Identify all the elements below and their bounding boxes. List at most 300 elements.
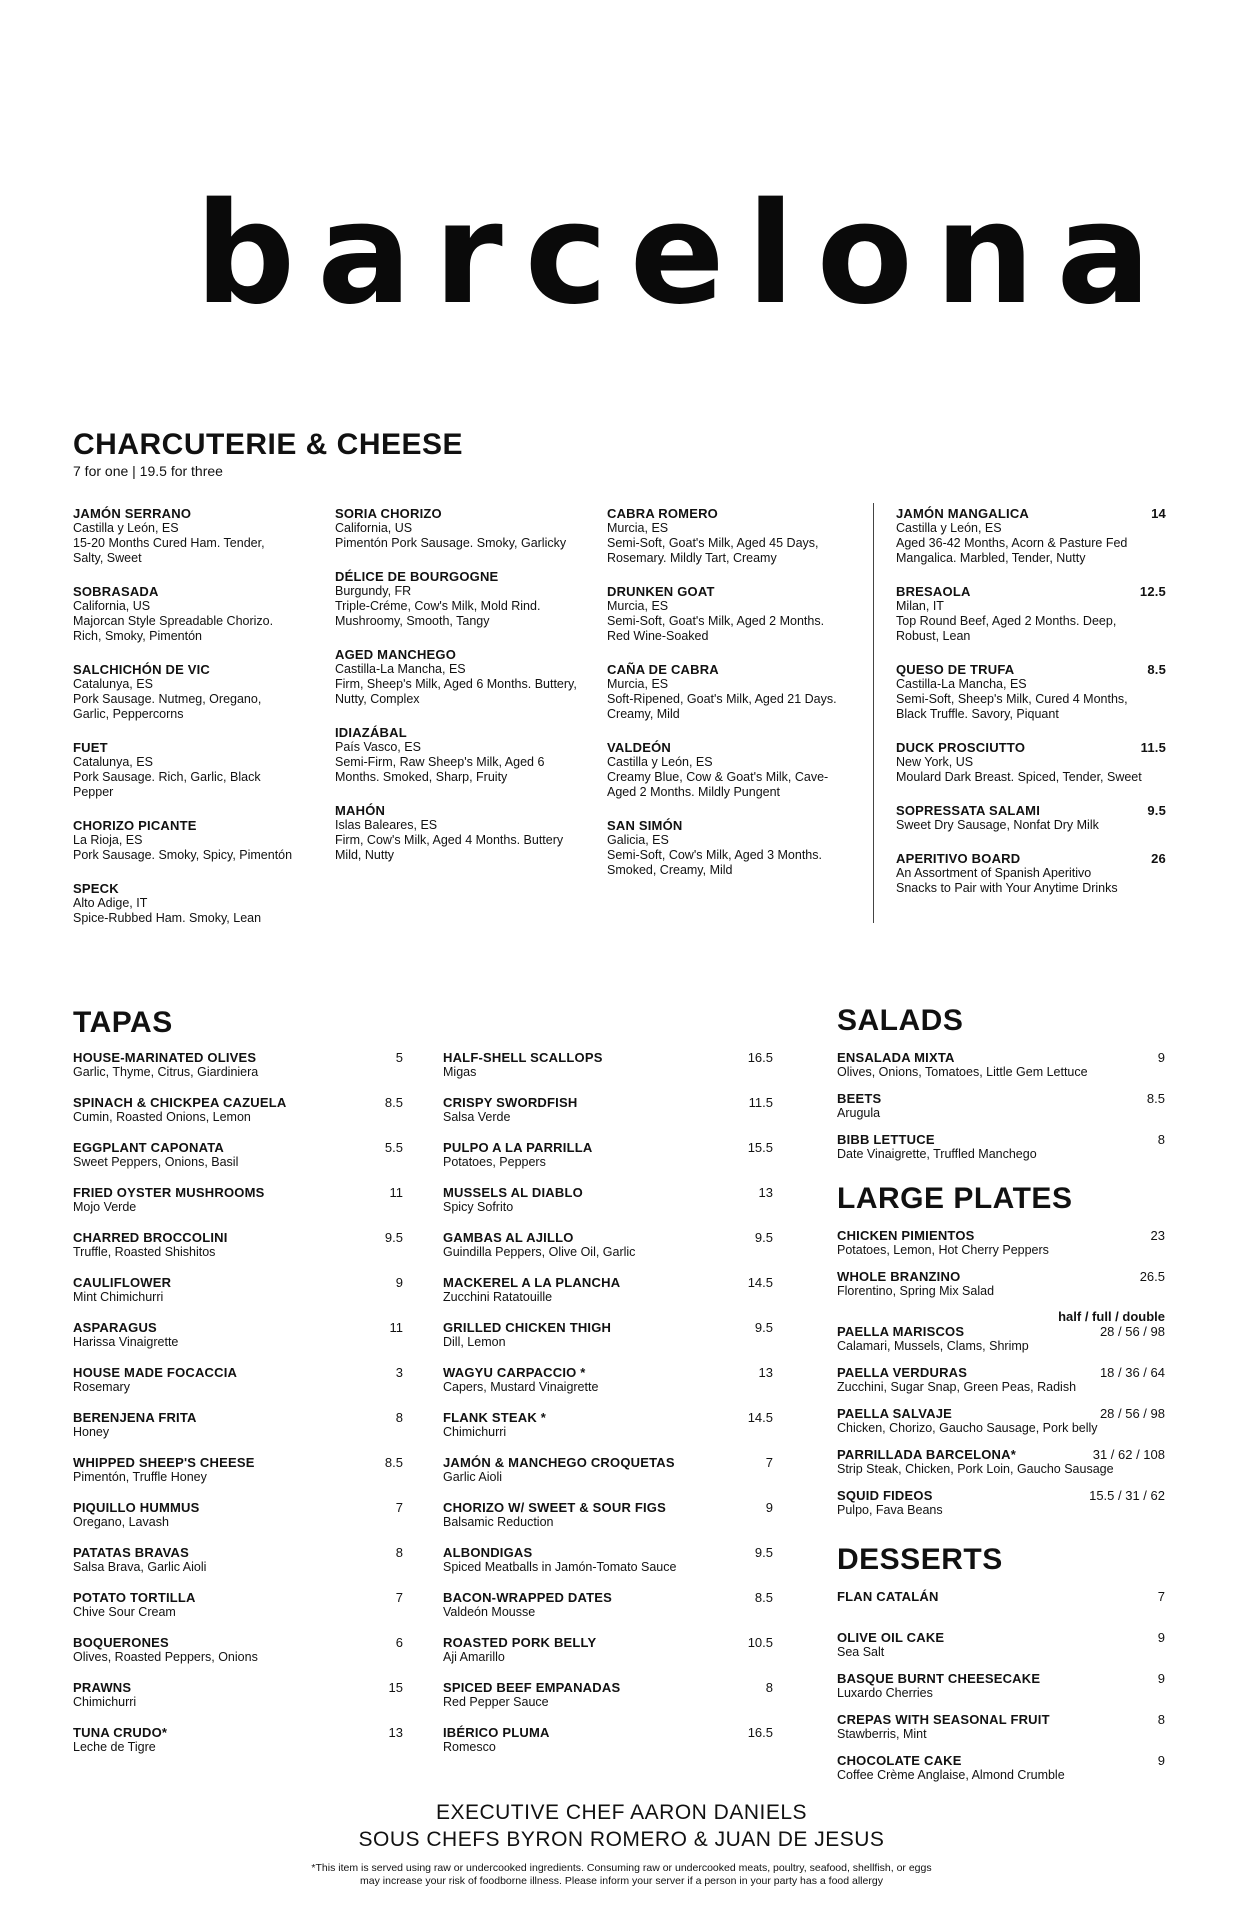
item-description: Rosemary <box>73 1380 130 1394</box>
menu-item <box>837 1132 1165 1173</box>
item-header <box>73 1725 403 1740</box>
item-name: FLANK STEAK * <box>443 1410 546 1425</box>
item-header <box>73 1230 403 1245</box>
restaurant-logo: barcelona <box>195 173 1173 336</box>
item-price: 8 <box>395 1545 403 1560</box>
item-description: Chimichurri <box>443 1425 507 1439</box>
item-description-line: Murcia, ES <box>607 599 669 613</box>
item-price: 5 <box>395 1050 403 1065</box>
item-name: CHORIZO W/ SWEET & SOUR FIGS <box>443 1500 666 1515</box>
item-description: Potatoes, Peppers <box>443 1155 546 1169</box>
item-description: Potatoes, Lemon, Hot Cherry Peppers <box>837 1243 1049 1257</box>
item-description-line: Nutty, Complex <box>335 692 420 706</box>
item-price: 9 <box>1157 1630 1165 1645</box>
item-price: 8.5 <box>384 1095 403 1110</box>
menu-item <box>73 1680 403 1725</box>
item-price: 13 <box>388 1725 403 1740</box>
item-price: 26 <box>1151 851 1166 866</box>
item-header <box>73 506 308 521</box>
item-price: 8.5 <box>1146 1091 1165 1106</box>
item-description-line: Creamy, Mild <box>607 707 680 721</box>
item-description: Honey <box>73 1425 110 1439</box>
menu-item <box>443 1455 773 1500</box>
item-name: SOBRASADA <box>73 584 159 599</box>
item-header <box>837 1630 1165 1645</box>
item-name: CABRA ROMERO <box>607 506 718 521</box>
item-description-line: Soft-Ripened, Goat's Milk, Aged 21 Days. <box>607 692 837 706</box>
item-name: POTATO TORTILLA <box>73 1590 196 1605</box>
item-price: 13 <box>758 1185 773 1200</box>
item-price: 9 <box>395 1275 403 1290</box>
item-name: CRISPY SWORDFISH <box>443 1095 578 1110</box>
item-name: BEETS <box>837 1091 882 1106</box>
menu-item <box>837 1753 1165 1794</box>
item-header <box>837 1228 1165 1243</box>
item-description-line: Pork Sausage. Rich, Garlic, Black <box>73 770 261 784</box>
item-price: 28 / 56 / 98 <box>1099 1406 1165 1421</box>
menu-item <box>837 1712 1165 1753</box>
item-name: HOUSE-MARINATED OLIVES <box>73 1050 257 1065</box>
item-header <box>73 740 308 755</box>
item-price: 14 <box>1151 506 1166 521</box>
item-price: 11 <box>389 1185 403 1200</box>
menu-item <box>73 1590 403 1635</box>
menu-item <box>73 1725 403 1770</box>
item-description-line: Mild, Nutty <box>335 848 395 862</box>
item-price: 8.5 <box>1147 662 1166 677</box>
item-description-line: Firm, Cow's Milk, Aged 4 Months. Buttery <box>335 833 564 847</box>
item-header <box>837 1671 1165 1686</box>
item-name: CAULIFLOWER <box>73 1275 172 1290</box>
charcuterie-item <box>73 881 308 926</box>
item-name: BIBB LETTUCE <box>837 1132 935 1147</box>
item-description: Capers, Mustard Vinaigrette <box>443 1380 599 1394</box>
item-description: Date Vinaigrette, Truffled Manchego <box>837 1147 1037 1161</box>
menu-item <box>73 1050 403 1095</box>
menu-item <box>837 1406 1165 1447</box>
item-price: 9 <box>1157 1671 1165 1686</box>
item-description: Cumin, Roasted Onions, Lemon <box>73 1110 251 1124</box>
menu-item <box>443 1410 773 1455</box>
item-price: 8 <box>765 1680 773 1695</box>
item-price: 9.5 <box>1147 803 1166 818</box>
charcuterie-item <box>335 506 600 551</box>
item-name: SALCHICHÓN DE VIC <box>73 662 211 677</box>
item-description-line: Smoked, Creamy, Mild <box>607 863 733 877</box>
item-name: PARRILLADA BARCELONA* <box>837 1447 1016 1462</box>
item-description-line: Castilla-La Mancha, ES <box>335 662 466 676</box>
charcuterie-item <box>607 506 862 566</box>
item-description-line: Aged 2 Months. Mildly Pungent <box>607 785 781 799</box>
item-description: Valdeón Mousse <box>443 1605 536 1619</box>
item-price: 16.5 <box>747 1725 773 1740</box>
item-description-line: Pepper <box>73 785 114 799</box>
menu-item <box>73 1275 403 1320</box>
item-header <box>73 1275 403 1290</box>
item-price: 11 <box>389 1320 403 1335</box>
tapas-column-2 <box>443 1050 773 1770</box>
item-name: MAHÓN <box>335 803 386 818</box>
charcuterie-pricing-note: 7 for one | 19.5 for three <box>73 463 223 479</box>
menu-item <box>837 1050 1165 1091</box>
item-description-line: Moulard Dark Breast. Spiced, Tender, Sweet <box>896 770 1142 784</box>
item-name: QUESO DE TRUFA <box>896 662 1015 677</box>
item-header <box>443 1455 773 1470</box>
item-description-line: California, US <box>73 599 151 613</box>
item-header <box>73 1050 403 1065</box>
menu-item <box>443 1050 773 1095</box>
item-name: SOPRESSATA SALAMI <box>896 803 1041 818</box>
item-description-line: Catalunya, ES <box>73 755 153 769</box>
item-name: CHOCOLATE CAKE <box>837 1753 962 1768</box>
item-name: OLIVE OIL CAKE <box>837 1630 945 1645</box>
item-description-line: Burgundy, FR <box>335 584 412 598</box>
item-description-line: Firm, Sheep's Milk, Aged 6 Months. Buttery, <box>335 677 577 691</box>
item-name: BERENJENA FRITA <box>73 1410 197 1425</box>
item-description: Chive Sour Cream <box>73 1605 176 1619</box>
item-name: CHORIZO PICANTE <box>73 818 197 833</box>
item-description: Zucchini, Sugar Snap, Green Peas, Radish <box>837 1380 1077 1394</box>
menu-item <box>73 1500 403 1545</box>
item-description: Oregano, Lavash <box>73 1515 169 1529</box>
item-price: 6 <box>395 1635 403 1650</box>
executive-chef-credit: EXECUTIVE CHEF AARON DANIELS <box>435 1801 808 1824</box>
menu-item <box>837 1630 1165 1671</box>
menu-item <box>73 1365 403 1410</box>
item-header <box>443 1095 773 1110</box>
item-description-line: Garlic, Peppercorns <box>73 707 184 721</box>
item-description-line: Murcia, ES <box>607 521 669 535</box>
item-description-line: Pork Sausage. Smoky, Spicy, Pimentón <box>73 848 293 862</box>
item-description: Harissa Vinaigrette <box>73 1335 179 1349</box>
item-header <box>73 1095 403 1110</box>
item-name: ASPARAGUS <box>73 1320 157 1335</box>
item-header <box>73 881 308 896</box>
item-description: Guindilla Peppers, Olive Oil, Garlic <box>443 1245 636 1259</box>
item-price: 11.5 <box>748 1095 773 1110</box>
item-price: 13 <box>758 1365 773 1380</box>
item-header <box>335 647 600 662</box>
item-header <box>443 1635 773 1650</box>
item-description-line: Catalunya, ES <box>73 677 153 691</box>
item-header <box>443 1140 773 1155</box>
item-header <box>837 1406 1165 1421</box>
menu-item <box>73 1140 403 1185</box>
charcuterie-column-3 <box>607 506 862 896</box>
item-header <box>837 1050 1165 1065</box>
charcuterie-item <box>73 740 308 800</box>
item-description: Red Pepper Sauce <box>443 1695 549 1709</box>
item-description: Dill, Lemon <box>443 1335 506 1349</box>
menu-item <box>443 1275 773 1320</box>
item-description-line: 15-20 Months Cured Ham. Tender, <box>73 536 265 550</box>
item-description-line: Alto Adige, IT <box>73 896 148 910</box>
item-name: SQUID FIDEOS <box>837 1488 933 1503</box>
item-name: AGED MANCHEGO <box>335 647 457 662</box>
item-header <box>837 1589 1165 1604</box>
raw-food-disclaimer: *This item is served using raw or undercooked ingredients. Consuming raw or undercooked meats, poultry, seafood, shellfish, or eggs <box>311 1862 932 1874</box>
item-price: 9 <box>1157 1753 1165 1768</box>
menu-item <box>73 1185 403 1230</box>
item-description-line: Semi-Firm, Raw Sheep's Milk, Aged 6 <box>335 755 545 769</box>
item-description: Sweet Peppers, Onions, Basil <box>73 1155 239 1169</box>
menu-item <box>73 1545 403 1590</box>
menu-item <box>837 1488 1165 1529</box>
item-header <box>896 584 1166 599</box>
item-description: Garlic Aioli <box>443 1470 503 1484</box>
item-name: SAN SIMÓN <box>607 818 683 833</box>
item-header <box>607 506 862 521</box>
item-description-line: Pork Sausage. Nutmeg, Oregano, <box>73 692 262 706</box>
item-description-line: Castilla y León, ES <box>73 521 179 535</box>
tapas-column-1 <box>73 1050 403 1770</box>
menu-item <box>443 1320 773 1365</box>
item-description-line: Semi-Soft, Sheep's Milk, Cured 4 Months, <box>896 692 1128 706</box>
item-name: WHIPPED SHEEP'S CHEESE <box>73 1455 255 1470</box>
charcuterie-item <box>896 803 1166 833</box>
item-description-line: Mangalica. Marbled, Tender, Nutty <box>896 551 1086 565</box>
item-header <box>335 569 600 584</box>
item-name: APERITIVO BOARD <box>896 851 1021 866</box>
item-name: PULPO A LA PARRILLA <box>443 1140 593 1155</box>
item-description: Mint Chimichurri <box>73 1290 164 1304</box>
menu-item <box>73 1410 403 1455</box>
item-name: MUSSELS AL DIABLO <box>443 1185 583 1200</box>
item-name: JAMÓN & MANCHEGO CROQUETAS <box>443 1455 675 1470</box>
charcuterie-item <box>335 569 600 629</box>
allergy-disclaimer: may increase your risk of foodborne illness. Please inform your server if a person in your party has a food allergy <box>360 1875 883 1887</box>
item-header <box>73 1500 403 1515</box>
item-name: WAGYU CARPACCIO * <box>443 1365 586 1380</box>
item-header <box>443 1275 773 1290</box>
item-price: 8 <box>395 1410 403 1425</box>
item-description-line: Rosemary. Mildly Tart, Creamy <box>607 551 777 565</box>
item-price: 10.5 <box>747 1635 773 1650</box>
menu-item <box>443 1545 773 1590</box>
item-price: 9.5 <box>384 1230 403 1245</box>
item-description-line: Months. Smoked, Sharp, Fruity <box>335 770 508 784</box>
item-description: Zucchini Ratatouille <box>443 1290 553 1304</box>
item-price: 9 <box>1157 1050 1165 1065</box>
item-description-line: Castilla-La Mancha, ES <box>896 677 1027 691</box>
desserts-list <box>837 1589 1165 1794</box>
item-price: 7 <box>765 1455 773 1470</box>
menu-item <box>837 1671 1165 1712</box>
item-description: Pulpo, Fava Beans <box>837 1503 943 1517</box>
item-description-line: Semi-Soft, Goat's Milk, Aged 45 Days, <box>607 536 819 550</box>
sous-chefs-credit: SOUS CHEFS BYRON ROMERO & JUAN DE JESUS <box>358 1828 885 1851</box>
item-description-line: Islas Baleares, ES <box>335 818 438 832</box>
item-name: HALF-SHELL SCALLOPS <box>443 1050 603 1065</box>
item-header <box>837 1712 1165 1727</box>
item-header <box>896 803 1166 818</box>
charcuterie-title: CHARCUTERIE & CHEESE <box>73 428 464 461</box>
item-description: Pimentón, Truffle Honey <box>73 1470 207 1484</box>
item-price: 11.5 <box>1140 740 1166 755</box>
item-name: BACON-WRAPPED DATES <box>443 1590 612 1605</box>
item-header <box>443 1725 773 1740</box>
item-description: Stawberris, Mint <box>837 1727 927 1741</box>
item-header <box>73 1545 403 1560</box>
item-price: 15.5 / 31 / 62 <box>1089 1488 1165 1503</box>
item-header <box>443 1680 773 1695</box>
charcuterie-item <box>73 506 308 566</box>
charcuterie-item <box>335 803 600 863</box>
item-header <box>837 1365 1165 1380</box>
item-price: 7 <box>395 1500 403 1515</box>
item-description-line: Top Round Beef, Aged 2 Months. Deep, <box>896 614 1117 628</box>
item-price: 9.5 <box>754 1545 773 1560</box>
item-header <box>73 584 308 599</box>
item-header <box>73 662 308 677</box>
item-header <box>837 1091 1165 1106</box>
item-price: 7 <box>1157 1589 1165 1604</box>
item-price: 31 / 62 / 108 <box>1092 1447 1165 1462</box>
item-name: ALBONDIGAS <box>443 1545 533 1560</box>
item-name: IDIAZÁBAL <box>335 725 407 740</box>
item-header <box>443 1545 773 1560</box>
item-description-line: Salty, Sweet <box>73 551 142 565</box>
item-name: PIQUILLO HUMMUS <box>73 1500 200 1515</box>
charcuterie-column-2 <box>335 506 600 881</box>
item-description-line: La Rioja, ES <box>73 833 143 847</box>
salads-list <box>837 1050 1165 1173</box>
item-header <box>443 1230 773 1245</box>
item-price: 9 <box>765 1500 773 1515</box>
item-name: BOQUERONES <box>73 1635 169 1650</box>
menu-item <box>73 1230 403 1275</box>
menu-item <box>73 1320 403 1365</box>
item-name: DRUNKEN GOAT <box>607 584 715 599</box>
item-description-line: California, US <box>335 521 413 535</box>
item-price: 15.5 <box>747 1140 773 1155</box>
charcuterie-item <box>335 647 600 707</box>
charcuterie-item <box>73 584 308 644</box>
item-name: SORIA CHORIZO <box>335 506 442 521</box>
item-description-line: Black Truffle. Savory, Piquant <box>896 707 1059 721</box>
item-header <box>896 851 1166 866</box>
charcuterie-item <box>896 584 1166 644</box>
item-description-line: País Vasco, ES <box>335 740 421 754</box>
salads-title: SALADS <box>837 1004 964 1037</box>
item-description-line: Semi-Soft, Goat's Milk, Aged 2 Months. <box>607 614 825 628</box>
item-name: EGGPLANT CAPONATA <box>73 1140 224 1155</box>
item-description-line: Robust, Lean <box>896 629 971 643</box>
item-price: 18 / 36 / 64 <box>1099 1365 1165 1380</box>
item-description: Balsamic Reduction <box>443 1515 554 1529</box>
item-name: PAELLA VERDURAS <box>837 1365 968 1380</box>
item-name: VALDEÓN <box>607 740 671 755</box>
item-description: Spicy Sofrito <box>443 1200 514 1214</box>
item-name: CHARRED BROCCOLINI <box>73 1230 228 1245</box>
item-name: BRESAOLA <box>896 584 971 599</box>
menu-item <box>443 1680 773 1725</box>
charcuterie-item <box>896 851 1166 896</box>
menu-item <box>73 1635 403 1680</box>
menu-item <box>837 1228 1165 1269</box>
item-name: FLAN CATALÁN <box>837 1589 939 1604</box>
item-name: PAELLA MARISCOS <box>837 1324 965 1339</box>
item-price: 15 <box>388 1680 403 1695</box>
item-header <box>73 1320 403 1335</box>
charcuterie-item <box>73 662 308 722</box>
item-header <box>73 1365 403 1380</box>
item-price: 12.5 <box>1139 584 1166 599</box>
item-name: MACKEREL A LA PLANCHA <box>443 1275 621 1290</box>
item-description-line: Snacks to Pair with Your Anytime Drinks <box>896 881 1118 895</box>
item-header <box>73 1455 403 1470</box>
tapas-title: TAPAS <box>73 1006 173 1039</box>
item-description-line: Galicia, ES <box>607 833 669 847</box>
item-name: HOUSE MADE FOCACCIA <box>73 1365 238 1380</box>
item-name: JAMÓN SERRANO <box>73 506 192 521</box>
item-header <box>896 662 1166 677</box>
item-header <box>73 1410 403 1425</box>
item-description-line: Milan, IT <box>896 599 944 613</box>
item-header <box>443 1365 773 1380</box>
item-price: 26.5 <box>1139 1269 1165 1284</box>
menu-item <box>837 1365 1165 1406</box>
item-name: PAELLA SALVAJE <box>837 1406 952 1421</box>
charcuterie-item <box>335 725 600 785</box>
item-header <box>837 1488 1165 1503</box>
charcuterie-item <box>607 740 862 800</box>
menu-item <box>837 1447 1165 1488</box>
item-name: WHOLE BRANZINO <box>837 1269 961 1284</box>
item-price: 14.5 <box>747 1410 773 1425</box>
menu-item <box>73 1095 403 1140</box>
item-description-line: An Assortment of Spanish Aperitivo <box>896 866 1092 880</box>
item-price: 7 <box>395 1590 403 1605</box>
item-header <box>837 1447 1165 1462</box>
item-description: Spiced Meatballs in Jamón-Tomato Sauce <box>443 1560 677 1574</box>
menu-item <box>443 1635 773 1680</box>
paella-size-header: half / full / double <box>1058 1309 1165 1324</box>
item-price: 8 <box>1157 1132 1165 1147</box>
large-plates-title: LARGE PLATES <box>837 1182 1073 1215</box>
item-name: TUNA CRUDO* <box>73 1725 168 1740</box>
menu-item <box>443 1185 773 1230</box>
item-price: 8 <box>1157 1712 1165 1727</box>
item-description: Chimichurri <box>73 1695 137 1709</box>
item-name: SPINACH & CHICKPEA CAZUELA <box>73 1095 287 1110</box>
charcuterie-item <box>896 662 1166 722</box>
item-description: Olives, Onions, Tomatoes, Little Gem Lettuce <box>837 1065 1088 1079</box>
item-header <box>73 1635 403 1650</box>
item-price: 8.5 <box>384 1455 403 1470</box>
item-name: DÉLICE DE BOURGOGNE <box>335 569 499 584</box>
item-header <box>837 1753 1165 1768</box>
item-header <box>443 1500 773 1515</box>
item-header <box>607 662 862 677</box>
item-header <box>73 1185 403 1200</box>
item-description: Calamari, Mussels, Clams, Shrimp <box>837 1339 1029 1353</box>
menu-item <box>443 1095 773 1140</box>
item-name: ENSALADA MIXTA <box>837 1050 955 1065</box>
menu-item <box>837 1324 1165 1365</box>
item-name: CREPAS WITH SEASONAL FRUIT <box>837 1712 1050 1727</box>
item-description-line: Semi-Soft, Cow's Milk, Aged 3 Months. <box>607 848 822 862</box>
item-description: Migas <box>443 1065 477 1079</box>
item-name: BASQUE BURNT CHEESECAKE <box>837 1671 1041 1686</box>
item-description-line: Majorcan Style Spreadable Chorizo. <box>73 614 274 628</box>
item-price: 14.5 <box>747 1275 773 1290</box>
charcuterie-column-1 <box>73 506 308 944</box>
item-description-line: Aged 36-42 Months, Acorn & Pasture Fed <box>896 536 1128 550</box>
charcuterie-item <box>896 506 1166 566</box>
item-header <box>607 818 862 833</box>
item-name: FUET <box>73 740 108 755</box>
